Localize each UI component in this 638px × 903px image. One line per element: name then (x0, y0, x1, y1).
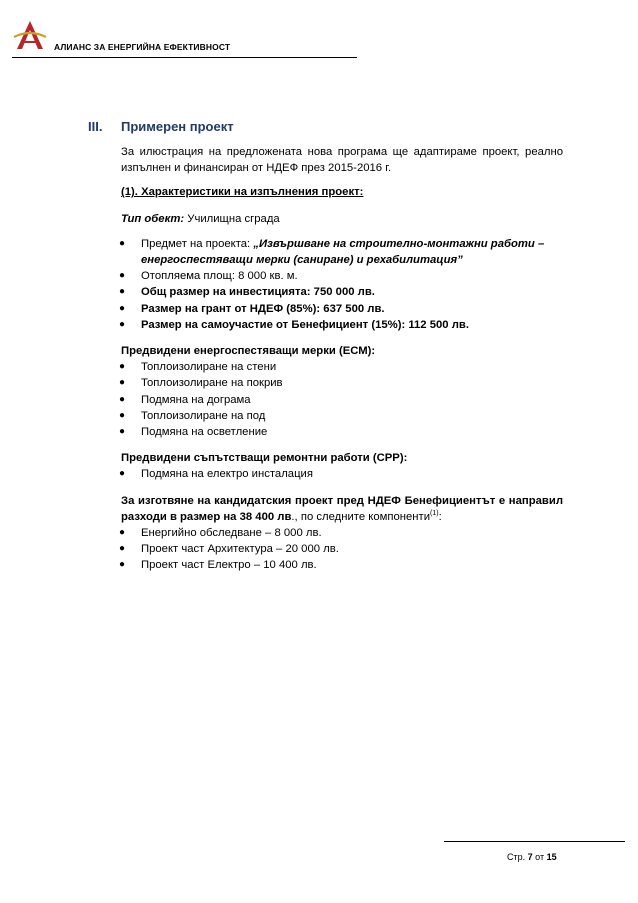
bullet-dot-icon: ● (119, 302, 126, 314)
list-item (121, 525, 563, 541)
list-item (121, 236, 563, 268)
footnote-ref: (1) (430, 510, 439, 518)
ecm-item: Топлоизолиране на под (141, 409, 266, 422)
costs-text: ., по следните компоненти (291, 510, 431, 523)
bullet-dot-icon: ● (119, 361, 126, 373)
costs-bold-text: За изготвяне на кандидатския проект пред НДЕФ Бенефициентът е направил разходи в размер на 38 400 лв (121, 494, 563, 523)
ecm-list (121, 359, 563, 440)
intro-paragraph: За илюстрация на предложената нова програма ще адаптираме проект, реално изпълнен и финансиран от НДЕФ през 2015-2016 г. (121, 146, 563, 175)
ecm-heading: Предвидени енергоспестяващи мерки (ЕСМ): (121, 345, 376, 358)
cost-item: Проект част Архитектура – 20 000 лв. (141, 543, 339, 556)
organization-name: АЛИАНС ЗА ЕНЕРГИЙНА ЕФЕКТИВНОСТ (54, 42, 231, 52)
costs-list (121, 525, 563, 574)
list-item (121, 284, 563, 300)
page-number (507, 852, 557, 862)
ecm-item: Подмяна на осветление (141, 426, 268, 439)
bullet-dot-icon: ● (119, 468, 126, 480)
list-item (121, 541, 563, 557)
bullet-dot-icon: ● (119, 286, 126, 298)
ecm-item: Подмяна на дограма (141, 393, 251, 406)
characteristics-list (121, 236, 563, 333)
list-item (121, 301, 563, 317)
list-item (121, 359, 563, 375)
costs-colon: : (438, 510, 442, 523)
object-type (121, 211, 563, 227)
heated-area: Отопляема площ: 8 000 кв. м. (141, 270, 298, 283)
self-participation-amount: Размер на самоучастие от Бенефициент (15%): 112 500 лв. (141, 318, 469, 331)
cost-item: Енергийно обследване – 8 000 лв. (141, 527, 322, 540)
bullet-dot-icon: ● (119, 409, 126, 421)
list-item (121, 557, 563, 573)
section-title: Примерен проект (121, 119, 234, 134)
object-type-label: Тип обект: (121, 212, 185, 225)
bullet-dot-icon: ● (119, 559, 126, 571)
investment-total: Общ размер на инвестицията: 750 000 лв. (141, 286, 375, 299)
bullet-dot-icon: ● (119, 393, 126, 405)
page-prefix: Стр. (507, 852, 528, 862)
section-number: III. (88, 119, 103, 134)
total-pages: 15 (546, 852, 557, 862)
list-item (121, 392, 563, 408)
crp-item: Подмяна на електро инсталация (141, 468, 313, 481)
crp-list (121, 466, 563, 482)
list-item (121, 408, 563, 424)
bullet-dot-icon: ● (119, 237, 126, 249)
bullet-dot-icon: ● (119, 543, 126, 555)
list-item (121, 375, 563, 391)
section-content (121, 144, 563, 574)
bullet-dot-icon: ● (119, 318, 126, 330)
list-item (121, 466, 563, 482)
page-of: от (532, 852, 547, 862)
ecm-item: Топлоизолиране на стени (141, 361, 277, 374)
grant-amount: Размер на грант от НДЕФ (85%): 637 500 лв. (141, 302, 385, 315)
alliance-logo-icon (12, 20, 48, 50)
cost-item: Проект част Електро – 10 400 лв. (141, 559, 317, 572)
characteristics-subheading: (1). Характеристики на изпълнения проект: (121, 186, 364, 199)
header-divider (12, 57, 357, 58)
list-item (121, 424, 563, 440)
bullet-dot-icon: ● (119, 527, 126, 539)
bullet-dot-icon: ● (119, 426, 126, 438)
costs-paragraph (121, 493, 563, 525)
footer-divider (444, 841, 625, 842)
ecm-item: Топлоизолиране на покрив (141, 377, 283, 390)
list-item (121, 268, 563, 284)
subject-value: „Извършване на строително-монтажни работи – енергоспестяващи мерки (саниране) и рехабилитация” (141, 237, 545, 267)
subject-label: Предмет на проекта: (141, 237, 254, 250)
bullet-dot-icon: ● (119, 377, 126, 389)
list-item (121, 317, 563, 333)
current-page: 7 (527, 852, 533, 862)
bullet-dot-icon: ● (119, 270, 126, 282)
object-type-value: Училищна сграда (184, 212, 280, 225)
crp-heading: Предвидени съпътстващи ремонтни работи (СРР): (121, 452, 408, 465)
